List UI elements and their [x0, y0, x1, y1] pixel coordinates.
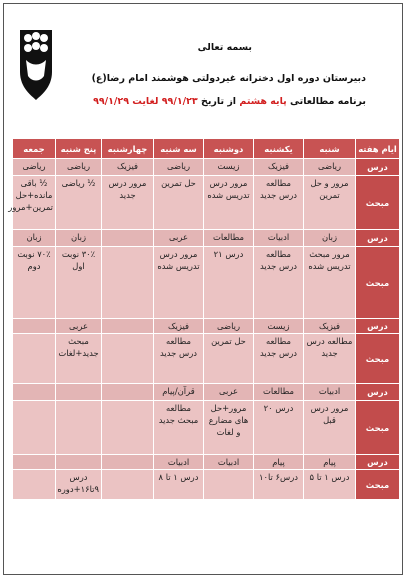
subject-cell	[102, 319, 154, 334]
topic-cell: مطالعه مبحث جدید	[154, 401, 204, 455]
topic-cell	[102, 470, 154, 500]
row-label-subject: درس	[356, 230, 400, 247]
study-schedule-table	[8, 138, 400, 500]
topic-cell: ۷۰٪ نوبت دوم	[13, 247, 56, 319]
topic-cell	[102, 334, 154, 384]
subject-cell: ریاضی	[56, 159, 102, 176]
header-cell: ایام هفته	[356, 139, 400, 159]
subject-cell: ریاضی	[304, 159, 356, 176]
program-title-c: از تاریخ	[201, 96, 237, 107]
subject-cell: مطالعات	[254, 384, 304, 401]
topic-row	[13, 401, 400, 455]
subject-row	[13, 230, 400, 247]
subject-cell	[102, 230, 154, 247]
header-cell: چهارشنبه	[102, 139, 154, 159]
subject-cell: زیست	[254, 319, 304, 334]
subject-cell: فیزیک	[154, 319, 204, 334]
header-cell: دوشنبه	[204, 139, 254, 159]
topic-cell: مطالعه درس جدید	[254, 247, 304, 319]
header-cell: یکشنبه	[254, 139, 304, 159]
subject-cell: قرآن/پیام	[154, 384, 204, 401]
subject-row	[13, 159, 400, 176]
school-name: دبیرستان دوره اول دخترانه غیردولتی هوشمند امام رضا(ع)	[91, 73, 366, 84]
subject-cell: ادبیات	[304, 384, 356, 401]
subject-cell: زبان	[304, 230, 356, 247]
subject-cell: عربی	[204, 384, 254, 401]
subject-cell: مطالعات	[204, 230, 254, 247]
subject-cell: ادبیات	[204, 455, 254, 470]
topic-cell: ½ باقی مانده+حل تمرین+مرور	[13, 176, 56, 230]
header-row	[13, 139, 400, 159]
subject-cell: زیست	[204, 159, 254, 176]
subject-row	[13, 319, 400, 334]
topic-cell: مرور درس قبل	[304, 401, 356, 455]
program-title-a: برنامه مطالعاتی	[290, 96, 366, 107]
subject-cell: فیزیک	[102, 159, 154, 176]
row-label-topic: مبحث	[356, 401, 400, 455]
subject-cell: فیزیک	[254, 159, 304, 176]
subject-cell	[56, 455, 102, 470]
topic-cell: درس ۱ تا ۵	[304, 470, 356, 500]
topic-row	[13, 334, 400, 384]
topic-cell: مطالعه درس جدید	[254, 334, 304, 384]
program-title	[93, 96, 366, 107]
subject-cell	[102, 384, 154, 401]
subject-cell: ریاضی	[204, 319, 254, 334]
topic-cell	[102, 247, 154, 319]
header-cell: سه شنبه	[154, 139, 204, 159]
topic-cell: مرور درس تدریس شده	[204, 176, 254, 230]
topic-cell: مرور درس تدریس شده	[154, 247, 204, 319]
row-label-topic: مبحث	[356, 247, 400, 319]
subject-row	[13, 455, 400, 470]
row-label-topic: مبحث	[356, 176, 400, 230]
header-cell: پنج شنبه	[56, 139, 102, 159]
topic-cell: درس۶ تا۱۰	[254, 470, 304, 500]
subject-cell: پیام	[304, 455, 356, 470]
topic-cell	[56, 401, 102, 455]
topic-cell: مطالعه درس جدید	[304, 334, 356, 384]
topic-cell	[13, 470, 56, 500]
row-label-subject: درس	[356, 319, 400, 334]
topic-cell: مرور+حل های مضارع و لغات	[204, 401, 254, 455]
subject-cell: عربی	[154, 230, 204, 247]
topic-cell	[13, 334, 56, 384]
topic-cell: درس ۱ تا ۸	[154, 470, 204, 500]
row-label-topic: مبحث	[356, 334, 400, 384]
subject-cell: عربی	[56, 319, 102, 334]
topic-cell: مطالعه درس جدید	[154, 334, 204, 384]
subject-cell	[13, 319, 56, 334]
row-label-subject: درس	[356, 159, 400, 176]
subject-cell	[13, 384, 56, 401]
date-range: ۹۹/۱/۲۳ لغایت ۹۹/۱/۲۹	[93, 96, 198, 107]
topic-row	[13, 470, 400, 500]
document-page	[3, 3, 403, 575]
topic-cell	[204, 470, 254, 500]
header-cell: شنبه	[304, 139, 356, 159]
subject-cell	[13, 455, 56, 470]
topic-cell: حل تمرین	[204, 334, 254, 384]
topic-cell: ۳۰٪ نوبت اول	[56, 247, 102, 319]
subject-cell	[102, 455, 154, 470]
topic-cell: درس ۲۰	[254, 401, 304, 455]
subject-cell: ریاضی	[154, 159, 204, 176]
subject-cell: پیام	[254, 455, 304, 470]
subject-cell: ریاضی	[13, 159, 56, 176]
topic-cell: مطالعه درس جدید	[254, 176, 304, 230]
topic-cell: ½ ریاضی	[56, 176, 102, 230]
header-cell: جمعه	[13, 139, 56, 159]
subject-cell: ادبیات	[254, 230, 304, 247]
row-label-subject: درس	[356, 455, 400, 470]
grade-label: پایه هشتم	[239, 96, 287, 107]
subject-row	[13, 384, 400, 401]
topic-cell: مبحث جدید+لغات	[56, 334, 102, 384]
subject-cell: فیزیک	[304, 319, 356, 334]
row-label-subject: درس	[356, 384, 400, 401]
subject-cell: ادبیات	[154, 455, 204, 470]
topic-cell	[102, 401, 154, 455]
row-label-topic: مبحث	[356, 470, 400, 500]
topic-row	[13, 176, 400, 230]
topic-cell: درس ۹تا۱۶+دوره	[56, 470, 102, 500]
topic-cell: درس ۲۱	[204, 247, 254, 319]
subject-cell: زبان	[56, 230, 102, 247]
topic-cell: مرور درس جدید	[102, 176, 154, 230]
subject-cell: زبان	[13, 230, 56, 247]
topic-cell: مرور مبحث تدریس شده	[304, 247, 356, 319]
topic-row	[13, 247, 400, 319]
topic-cell: مرور و حل تمرین	[304, 176, 356, 230]
title-basmala: بسمه تعالی	[197, 42, 252, 53]
subject-cell	[56, 384, 102, 401]
topic-cell	[13, 401, 56, 455]
topic-cell: حل تمرین	[154, 176, 204, 230]
school-logo	[14, 26, 58, 106]
